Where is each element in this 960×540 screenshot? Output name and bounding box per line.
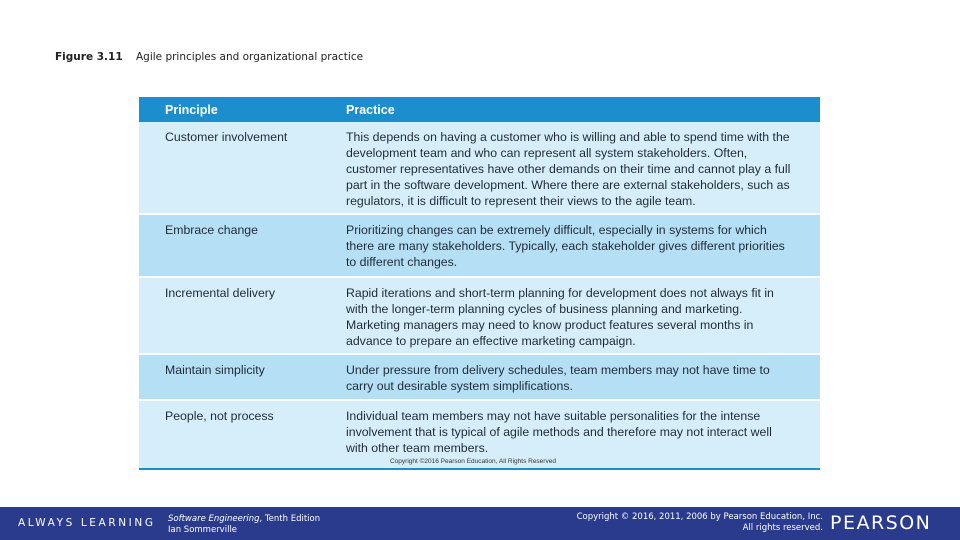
figure-title: Agile principles and organizational practice — [135, 51, 364, 63]
column-header-practice: Practice — [320, 97, 820, 122]
book-credit — [168, 514, 320, 536]
practice-cell: Individual team members may not have suitable personalities for the intense involvement that is typical of agile methods and therefore may not interact well with other team members. — [320, 400, 820, 469]
agile-principles-table — [139, 97, 820, 470]
practice-cell: Rapid iterations and short-term planning for development does not always fit in with the longer-term planning cycles of business planning and marketing. Marketing managers may need to know product features several months in advance to prepare an effective marketing campaign. — [320, 277, 820, 354]
principle-cell: People, not process — [139, 400, 320, 469]
copyright-line-2: All rights reserved. — [742, 523, 823, 533]
footer-bar — [0, 507, 960, 540]
table-row — [139, 277, 820, 354]
footer-copyright — [577, 512, 823, 534]
practice-cell: Prioritizing changes can be extremely difficult, especially in systems for which there are many stakeholders. Typically, each stakeholder gives different priorities to different changes. — [320, 214, 820, 277]
table-row — [139, 122, 820, 214]
principle-cell: Maintain simplicity — [139, 354, 320, 400]
practice-cell: Under pressure from delivery schedules, team members may not have time to carry out desirable system simplifications. — [320, 354, 820, 400]
copyright-line-1: Copyright © 2016, 2011, 2006 by Pearson Education, Inc. — [576, 512, 823, 522]
table-row — [139, 214, 820, 277]
figure-caption — [55, 51, 363, 63]
principle-cell: Customer involvement — [139, 122, 320, 214]
table-header-row — [139, 97, 820, 122]
table-row — [139, 354, 820, 400]
practice-cell: This depends on having a customer who is willing and able to spend time with the development team and who can represent all system stakeholders. Often, customer representatives have other demands on their time and cannot play a full part in the software development. Where there are external stakeholders, such as regulators, it is difficult to represent their views to the agile team. — [320, 122, 820, 214]
table-copyright: Copyright ©2016 Pearson Education, All Rights Reserved — [390, 458, 556, 465]
tagline: ALWAYS LEARNING — [18, 517, 156, 529]
principle-cell: Embrace change — [139, 214, 320, 277]
column-header-principle: Principle — [139, 97, 320, 122]
principle-cell: Incremental delivery — [139, 277, 320, 354]
pearson-logo: PEARSON — [830, 512, 932, 534]
figure-number: Figure 3.11 — [55, 51, 123, 63]
book-author: Ian Sommerville — [168, 525, 238, 535]
book-title: Software Engineering — [168, 514, 260, 524]
book-edition: , Tenth Edition — [259, 514, 321, 524]
